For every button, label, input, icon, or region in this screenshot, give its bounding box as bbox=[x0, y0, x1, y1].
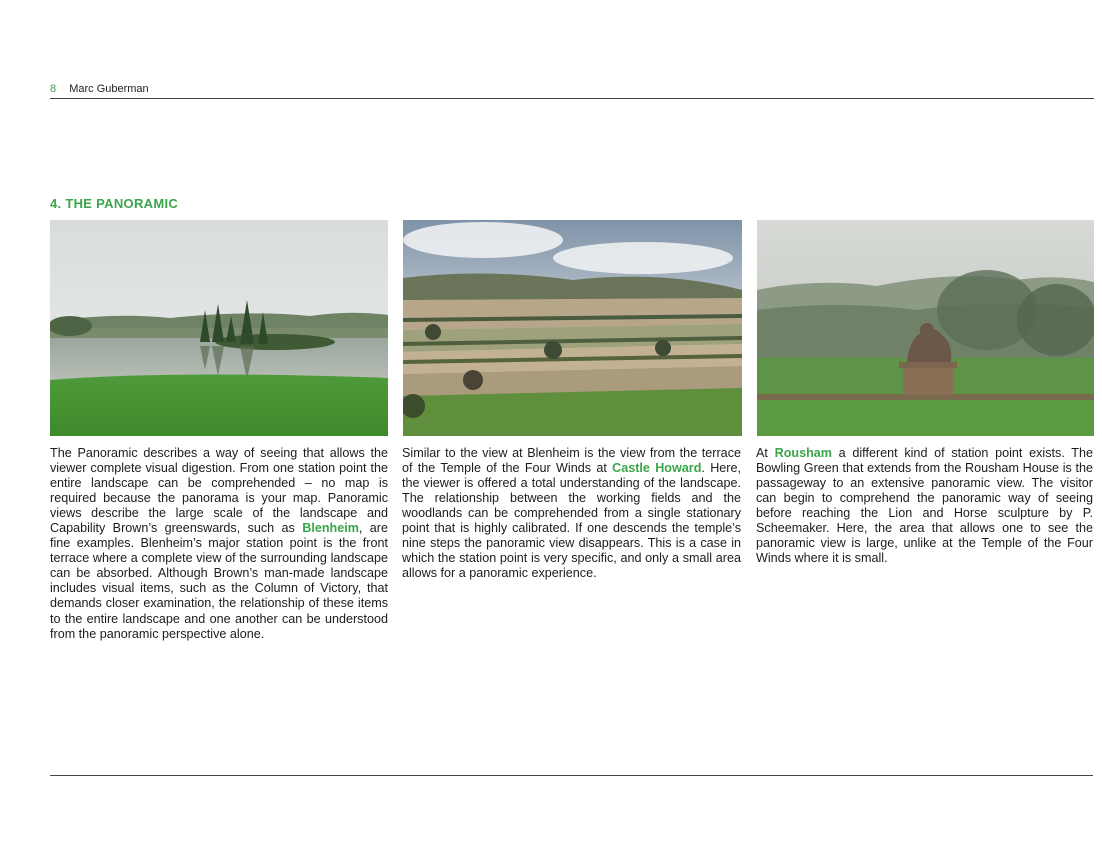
footer-rule bbox=[50, 775, 1093, 776]
place-name-highlight: Blenheim bbox=[302, 521, 359, 536]
photo-castle-howard bbox=[403, 220, 742, 436]
text-run: Similar to the view at Blenheim is the view from the terrace of the Temple of the Four Winds at bbox=[402, 446, 741, 476]
text-run: , are fine examples. Blenheim’s major station point is the front terrace where a complete view of the surrounding landscape can be absorbed. Although Brown’s man-made landscape includes visual items, such as the Column of Victory, that demands closer examination, the relationship of these items to the entire landscape and one another can be understood from the panoramic perspective alone. bbox=[50, 521, 388, 641]
column-blenheim bbox=[50, 446, 388, 642]
text-run: . Here, the viewer is offered a total understanding of the landscape. The relationship between the working fields and the woodlands can be comprehended from a single stationary point that is highly calibrated. If one descends the temple’s nine steps the panoramic view disappears. This is a case in which the station point is very specific, and only a small area allows for a panoramic experience. bbox=[402, 461, 741, 581]
photo-blenheim bbox=[50, 220, 388, 436]
photo-rousham bbox=[757, 220, 1094, 436]
author-name: Marc Guberman bbox=[69, 83, 149, 95]
text-run: The Panoramic describes a way of seeing that allows the viewer complete visual digestion. From one station point the entire landscape can be comprehended – no map is required because the panorama is your map. Panoramic views describe the large scale of the landscape and Capability Brown’s greenswards, such as bbox=[50, 446, 388, 536]
place-name-highlight: Castle Howard bbox=[612, 461, 702, 476]
column-castle-howard bbox=[402, 446, 741, 581]
page-number: 8 bbox=[50, 83, 57, 95]
header-rule bbox=[50, 98, 1094, 99]
text-run: At bbox=[756, 446, 775, 460]
column-rousham bbox=[756, 446, 1093, 566]
place-name-highlight: Rousham bbox=[774, 446, 832, 460]
text-run: a different kind of station point exists. The Bowling Green that extends from the Rousham House is the passageway to an extensive panoramic view. The visitor can begin to comprehend the panoramic way of seeing before reaching the Lion and Horse sculpture by P. Scheemaker. Here, the area that allows one to see the panoramic view is large, unlike at the Temple of the Four Winds where it is small. bbox=[756, 446, 1093, 566]
section-title: 4. THE PANORAMIC bbox=[50, 196, 179, 211]
running-header bbox=[50, 83, 149, 95]
